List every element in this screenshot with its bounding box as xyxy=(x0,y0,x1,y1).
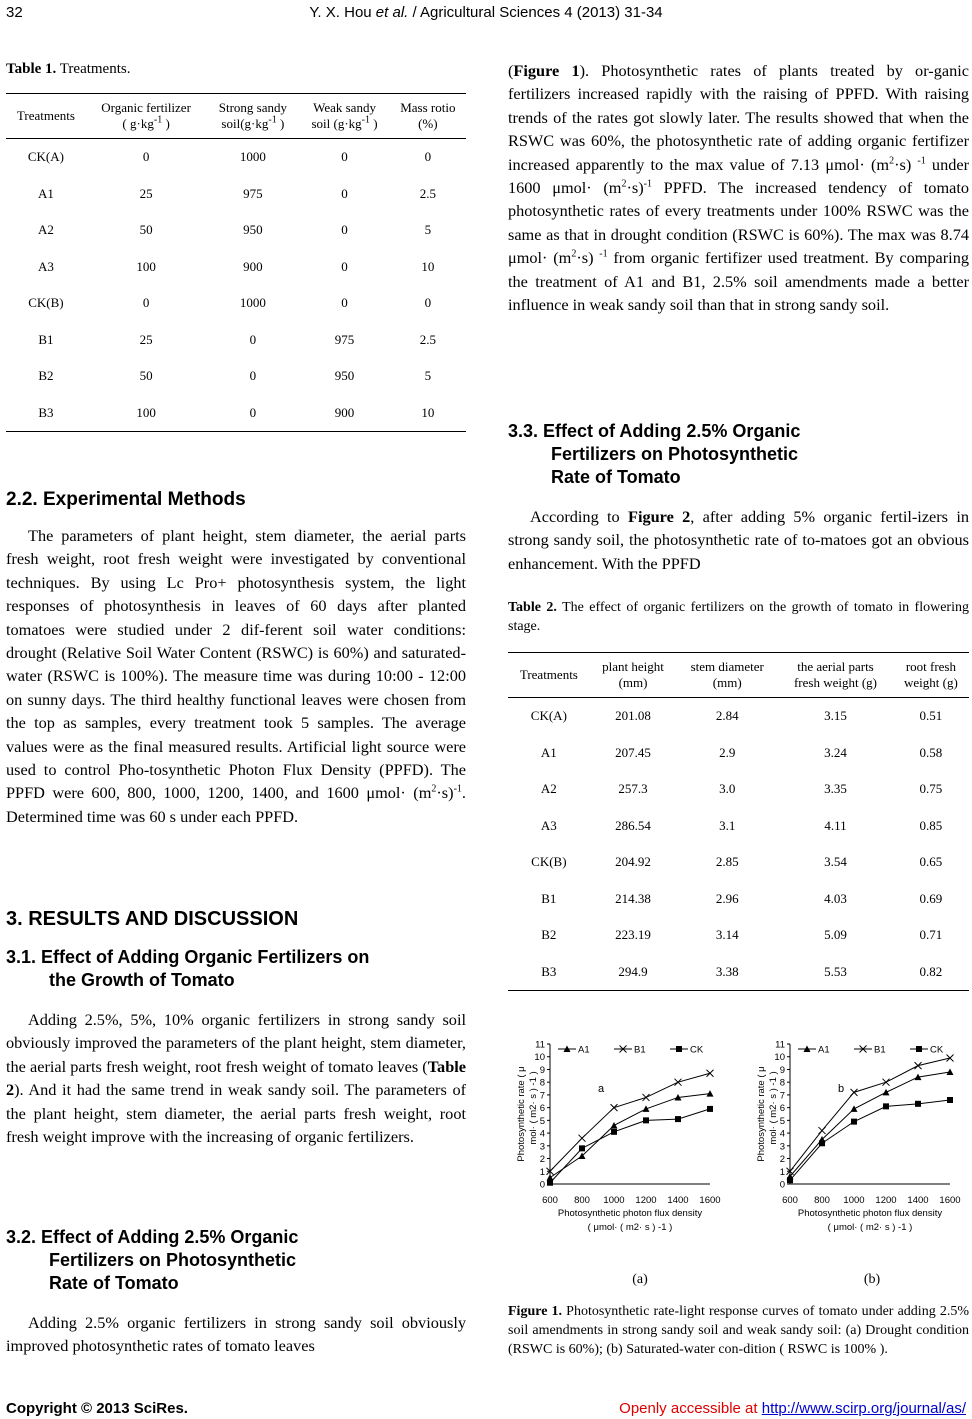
table1-cell: B1 xyxy=(38,331,54,347)
table1-cell: B2 xyxy=(38,368,54,384)
section-3-2-paragraph: Adding 2.5% organic fertilizers in strong sandy soil obviously improved photosynthetic rates of tomato leaves xyxy=(6,1313,466,1356)
table2-row xyxy=(508,698,969,735)
table1-cell: 0 xyxy=(424,149,432,165)
access-line: Openly accessible at http://www.scirp.org/journal/as/ xyxy=(619,1400,966,1417)
data-point-A1 xyxy=(611,1122,618,1129)
x-tick-label: 600 xyxy=(542,1195,558,1206)
data-point-B1 xyxy=(819,1127,826,1134)
table2-cell: 0.71 xyxy=(919,927,943,943)
table2-cell: 207.45 xyxy=(615,744,651,760)
table1-cell: 0 xyxy=(249,368,257,384)
table2-cell: 4.11 xyxy=(824,817,847,833)
table1-cell: 2.5 xyxy=(419,331,436,347)
copyright: Copyright © 2013 SciRes. xyxy=(6,1400,188,1417)
table1-cell: 0 xyxy=(249,331,257,347)
x-axis-unit: ( μmol· ( m2· s ) -1 ) xyxy=(587,1222,673,1233)
table2-cell: 3.24 xyxy=(824,744,847,760)
table1-cell: 2.5 xyxy=(419,185,436,201)
data-point-B1 xyxy=(643,1094,650,1101)
table2-row xyxy=(508,735,969,772)
table2-cell: A1 xyxy=(540,744,557,760)
table2-header-cell: root fresh weight (g) xyxy=(904,659,958,690)
table2-row xyxy=(508,954,969,991)
section-2-2-body xyxy=(6,524,466,828)
y-tick-label: 9 xyxy=(779,1064,785,1076)
table2-cell: 3.38 xyxy=(715,963,739,979)
table2-cell: A3 xyxy=(540,817,557,833)
y-tick-label: 7 xyxy=(539,1090,545,1102)
table2-cell: B3 xyxy=(541,963,557,979)
table1-cell: 1000 xyxy=(239,149,266,165)
y-tick-label: 3 xyxy=(779,1141,785,1153)
table1-cell: 50 xyxy=(139,368,153,384)
table1-header-cell: Strong sandy $soil(g\cdot kg^{-1}$ ) xyxy=(218,100,287,131)
data-point-B1 xyxy=(883,1079,890,1086)
table1-cell: 950 xyxy=(334,368,355,384)
table2-header-cell: plant height (mm) xyxy=(602,659,664,690)
table2-cell: B1 xyxy=(541,890,557,906)
y-tick-label: 10 xyxy=(534,1052,545,1064)
figure1-chart-a xyxy=(510,1030,728,1266)
table1-cell: 5 xyxy=(424,222,432,238)
data-point-A1 xyxy=(883,1089,890,1096)
table1-cell: 0 xyxy=(341,149,348,165)
table1-row xyxy=(6,176,466,213)
table2-cell: 201.08 xyxy=(615,708,651,724)
x-axis-unit: ( μmol· ( m2· s ) -1 ) xyxy=(827,1222,913,1233)
data-point-CK xyxy=(915,1101,921,1107)
panel-label-a: (a) xyxy=(632,1272,648,1287)
results-paragraph-block xyxy=(508,59,969,316)
table2-cell: 204.92 xyxy=(615,854,651,870)
data-point-A1 xyxy=(707,1090,714,1097)
legend-label: CK xyxy=(930,1044,944,1056)
table1-cell: A1 xyxy=(37,185,54,201)
data-point-B1 xyxy=(675,1079,682,1086)
table2-cell: 286.54 xyxy=(615,817,651,833)
x-axis-label: Photosynthetic photon flux density xyxy=(557,1208,703,1219)
table2-cell: 0.85 xyxy=(919,817,943,833)
x-tick-label: 1400 xyxy=(667,1195,689,1206)
y-tick-label: 6 xyxy=(539,1103,545,1115)
legend-label: A1 xyxy=(818,1044,830,1056)
y-axis-unit: mol· ( m2· s ) -1 ) xyxy=(768,1071,779,1145)
y-axis-label: Photosynthetic rate ( μ xyxy=(516,1066,527,1162)
data-point-CK xyxy=(787,1177,793,1183)
panel-inner-label: a xyxy=(598,1083,605,1095)
x-tick-label: 1000 xyxy=(603,1195,625,1206)
y-tick-label: 7 xyxy=(779,1090,785,1102)
y-tick-label: 1 xyxy=(779,1166,785,1178)
table1-cell: CK(A) xyxy=(27,149,64,165)
table1-cell: 10 xyxy=(421,258,435,274)
section-3-heading: 3. RESULTS AND DISCUSSION xyxy=(6,908,299,930)
y-tick-label: 2 xyxy=(539,1154,545,1166)
series-line-B1 xyxy=(790,1058,950,1171)
data-point-CK xyxy=(819,1140,825,1146)
table1-header-cell: Treatments xyxy=(16,108,75,123)
table1-row xyxy=(6,212,466,249)
section-3-2-body xyxy=(6,1311,466,1358)
x-tick-label: 800 xyxy=(574,1195,590,1206)
x-tick-label: 1000 xyxy=(843,1195,865,1206)
table2-header-cell: Treatments xyxy=(519,667,578,682)
y-tick-label: 8 xyxy=(779,1077,785,1089)
y-tick-label: 8 xyxy=(539,1077,545,1089)
data-point-A1 xyxy=(947,1069,954,1076)
y-tick-label: 6 xyxy=(779,1103,785,1115)
legend-label: B1 xyxy=(874,1044,886,1056)
figure1-caption: Figure 1. Photosynthetic rate-light response curves of tomato under adding 2.5% soil amendments in strong sandy soil and weak sandy soil: (a) Drought condition (RSWC is 60%); (b) Saturated-water con-dition ( RSWC is 100% ). xyxy=(508,1304,969,1357)
legend-label: A1 xyxy=(578,1044,590,1056)
table1-cell: 100 xyxy=(136,404,156,420)
section-3-3-paragraph: According to Figure 2, after adding 5% organic fertil-izers in strong sandy soil, the photosynthetic rate of to-matoes got an obvious enhancement. With the PPFD xyxy=(508,507,969,573)
section-3-2 xyxy=(6,1226,466,1295)
table1-cell: 25 xyxy=(139,331,153,347)
table2-cell: 0.75 xyxy=(919,781,943,797)
y-tick-label: 10 xyxy=(774,1052,785,1064)
table2-cell: 2.96 xyxy=(715,890,739,906)
y-tick-label: 4 xyxy=(539,1128,545,1140)
table2-cell: A2 xyxy=(540,781,557,797)
table1-header-cell: Weak sandy soil ($g\cdot kg^{-1}$ ) xyxy=(311,100,378,131)
x-tick-label: 600 xyxy=(782,1195,798,1206)
table1-cell: A2 xyxy=(37,222,54,238)
table2-cell: 0.82 xyxy=(919,963,943,979)
section-3-3-body xyxy=(508,505,969,575)
legend-marker-CK xyxy=(916,1046,922,1052)
table2-cell: 3.14 xyxy=(715,927,739,943)
y-tick-label: 5 xyxy=(539,1115,545,1127)
table1-cell: 0 xyxy=(341,222,348,238)
table1-header-cell: Organic fertilizer ( $g\cdot kg^{-1}$ ) xyxy=(101,100,191,131)
section-2-2-paragraph: The parameters of plant height, stem diameter, the aerial parts fresh weight, root fresh weight were investigated by conventional techniques. By using Lc Pro+ photosynthesis system, the light responses of photosynthesis in leaves of 60 days after planted tomatoes were studied under 2 dif-ferent soil water conditions: drought (Relative Soil Water Content (RSWC) is 60%) and saturated-water (RSWC is 100%). The measure time was during 10:00 - 12:00 on sunny days. The third healthy functional leaves were chosen from the top as samples, every treatment took 5 samples. The average values were as the final measured results. Artificial light source were used to control Pho-tosynthetic Photon Flux Density (PPFD). The PPFD were 600, 800, 1000, 1200, 1400, and 1600 $\mu mol\cdot (m^2\cdot s)^{-1}$. Determined time was 60 s under each PPFD. xyxy=(6,526,466,826)
y-tick-label: 0 xyxy=(539,1179,545,1191)
table1-cell: 0 xyxy=(142,295,150,311)
section-3-2-heading: 3.2. Effect of Adding 2.5% Organic Fertilizers on Photosynthetic Rate of Tomato xyxy=(6,1227,299,1293)
table2-row xyxy=(508,844,969,881)
table2-cell: 2.84 xyxy=(715,708,739,724)
data-point-A1 xyxy=(643,1105,650,1112)
table2-cell: CK(B) xyxy=(531,854,567,870)
table1-row xyxy=(6,285,466,322)
table2-cell: 0.51 xyxy=(919,708,943,724)
results-paragraph: (Figure 1). Photosynthetic rates of plants treated by or-ganic fertilizers increased rapidly with the raising of PPFD. With raising trends of the rates got slowly later. The results showed that when the RSWC was 60%, the photosynthetic rate of adding organic fertifizer increased apparently to the max value of 7.13 $\mu mol\cdot (m^2\cdot s)$ $^{-1}$ under 1600 $\mu mol\cdot (m^2\cdot s)^{-1}$ PPFD. The increased tendency of tomato photosynthetic rates of every treatments under 100% RSWC was the same as that in drought condition (RSWC is 60%). The max was 8.74 $\mu mol\cdot (m^2\cdot s)$ $^{-1}$ from organic fertifizer used treatment. By comparing the treatment of A1 and B1, 2.5% soil amendments made a better influence in weak sandy soil than that in strong sandy soil. xyxy=(508,61,969,315)
table1-cell: 25 xyxy=(139,185,153,201)
data-point-B1 xyxy=(707,1070,714,1077)
table1-row xyxy=(6,139,466,176)
legend-marker-CK xyxy=(676,1046,682,1052)
table2-cell: 0.65 xyxy=(919,854,943,870)
table1-cell: 10 xyxy=(421,404,435,420)
data-point-CK xyxy=(675,1116,681,1122)
table2-row xyxy=(508,771,969,808)
table1-cell: 975 xyxy=(243,185,263,201)
x-tick-label: 1400 xyxy=(907,1195,929,1206)
section-3-1 xyxy=(6,946,466,992)
table1-row xyxy=(6,249,466,286)
section-3-3 xyxy=(508,420,969,489)
data-point-CK xyxy=(883,1103,889,1109)
section-3 xyxy=(6,908,466,930)
section-3-3-heading: 3.3. Effect of Adding 2.5% Organic Fertilizers on Photosynthetic Rate of Tomato xyxy=(508,421,801,487)
table1-cell: 5 xyxy=(424,368,432,384)
data-point-CK xyxy=(707,1106,713,1112)
table2-cell: 4.03 xyxy=(824,890,847,906)
table1-cell: A3 xyxy=(37,258,54,274)
data-point-A1 xyxy=(851,1105,858,1112)
table2-cell: 3.15 xyxy=(824,708,847,724)
table2-cell: 223.19 xyxy=(615,927,651,943)
y-tick-label: 3 xyxy=(539,1141,545,1153)
figure1-chart-b xyxy=(750,1030,968,1266)
y-tick-label: 2 xyxy=(779,1154,785,1166)
data-point-B1 xyxy=(851,1089,858,1096)
table1-caption: Table 1. Treatments. xyxy=(6,61,131,77)
x-tick-label: 1600 xyxy=(939,1195,961,1206)
table2-cell: CK(A) xyxy=(530,708,567,724)
legend-label: B1 xyxy=(634,1044,646,1056)
section-3-1-body xyxy=(6,1008,466,1148)
series-line-A1 xyxy=(550,1094,710,1178)
legend-label: CK xyxy=(690,1044,704,1056)
x-axis-label: Photosynthetic photon flux density xyxy=(797,1208,943,1219)
table1-row xyxy=(6,322,466,359)
table2-header-cell: the aerial parts fresh weight (g) xyxy=(793,659,877,690)
table1-header-cell: Mass rotio (%) xyxy=(400,100,456,131)
table2-cell: 3.35 xyxy=(824,781,847,797)
table1-cell: 0 xyxy=(249,404,257,420)
table2 xyxy=(508,652,969,991)
data-point-CK xyxy=(643,1117,649,1123)
table2-row xyxy=(508,808,969,845)
section-2-2-heading: 2.2. Experimental Methods xyxy=(6,489,246,510)
journal-link[interactable]: http://www.scirp.org/journal/as/ xyxy=(761,1400,966,1417)
section-2-2 xyxy=(6,489,466,511)
data-point-CK xyxy=(851,1119,857,1125)
table1-cell: 0 xyxy=(142,149,150,165)
y-axis-unit: mol· ( m2· s ) -1 ) xyxy=(528,1071,539,1145)
x-tick-label: 1600 xyxy=(699,1195,721,1206)
table1-cell: 50 xyxy=(139,222,153,238)
table2-cell: 2.85 xyxy=(715,854,739,870)
panel-label-b: (b) xyxy=(863,1272,881,1287)
y-tick-label: 9 xyxy=(539,1064,545,1076)
table2-cell: 0.69 xyxy=(919,890,943,906)
data-point-B1 xyxy=(611,1104,618,1111)
table2-cell: B2 xyxy=(541,927,557,943)
data-point-B1 xyxy=(947,1055,954,1062)
table1-row xyxy=(6,358,466,395)
y-tick-label: 11 xyxy=(775,1039,785,1051)
table2-cell: 5.09 xyxy=(824,927,847,943)
table2-cell: 3.1 xyxy=(719,817,736,833)
table2-cell: 5.53 xyxy=(824,963,847,979)
table2-caption: Table 2. The effect of organic fertilizers on the growth of tomato in flowering stage. xyxy=(508,600,969,634)
data-point-CK xyxy=(947,1097,953,1103)
table1-cell: B3 xyxy=(38,404,54,420)
table2-row xyxy=(508,917,969,954)
table2-cell: 294.9 xyxy=(618,963,648,979)
running-head: Y. X. Hou et al. / Agricultural Sciences 4 (2013) 31-34 xyxy=(309,4,663,21)
table1-cell: 950 xyxy=(243,222,263,238)
data-point-CK xyxy=(579,1145,585,1151)
data-point-CK xyxy=(547,1180,553,1186)
table2-cell: 3.54 xyxy=(824,854,847,870)
table1-row xyxy=(6,395,466,432)
table1-cell: 0 xyxy=(341,258,348,274)
y-tick-label: 11 xyxy=(535,1039,545,1051)
table2-row xyxy=(508,881,969,918)
table1 xyxy=(6,93,466,432)
data-point-B1 xyxy=(579,1135,586,1142)
table1-cell: 0 xyxy=(341,185,348,201)
y-tick-label: 0 xyxy=(779,1179,785,1191)
table1-cell: 900 xyxy=(243,258,263,274)
table1-cell: 0 xyxy=(341,295,348,311)
data-point-CK xyxy=(611,1129,617,1135)
table2-cell: 2.9 xyxy=(719,744,736,760)
x-tick-label: 1200 xyxy=(875,1195,897,1206)
table1-cell: 0 xyxy=(424,295,432,311)
y-axis-label: Photosynthetic rate ( μ xyxy=(756,1066,767,1162)
data-point-B1 xyxy=(915,1062,922,1069)
table2-cell: 3.0 xyxy=(719,781,736,797)
page-number: 32 xyxy=(6,4,23,21)
section-3-1-heading: 3.1. Effect of Adding Organic Fertilizers on the Growth of Tomato xyxy=(6,947,370,990)
table2-cell: 214.38 xyxy=(615,890,651,906)
table1-cell: 1000 xyxy=(239,295,266,311)
table2-cell: 0.58 xyxy=(919,744,943,760)
table1-cell: 975 xyxy=(334,331,355,347)
x-tick-label: 800 xyxy=(814,1195,830,1206)
table2-cell: 257.3 xyxy=(618,781,648,797)
y-tick-label: 1 xyxy=(539,1166,545,1178)
table1-cell: 900 xyxy=(334,404,355,420)
section-3-1-paragraph: Adding 2.5%, 5%, 10% organic fertilizers in strong sandy soil obviously improved the parameters of the plant height, stem diameter, the aerial parts fresh weight, root fresh weight of tomato leaves (Table 2). And it had the same trend in weak sandy soil. The parameters of the plant height, stem diameter, the aerial parts fresh weight, root fresh weight improve with the increasing of organic fertilizers. xyxy=(6,1010,466,1147)
table2-header-cell: stem diameter (mm) xyxy=(690,659,764,690)
y-tick-label: 5 xyxy=(779,1115,785,1127)
table1-cell: CK(B) xyxy=(28,295,64,311)
x-tick-label: 1200 xyxy=(635,1195,657,1206)
y-tick-label: 4 xyxy=(779,1128,785,1140)
table1-cell: 100 xyxy=(136,258,156,274)
panel-inner-label: b xyxy=(838,1083,845,1095)
